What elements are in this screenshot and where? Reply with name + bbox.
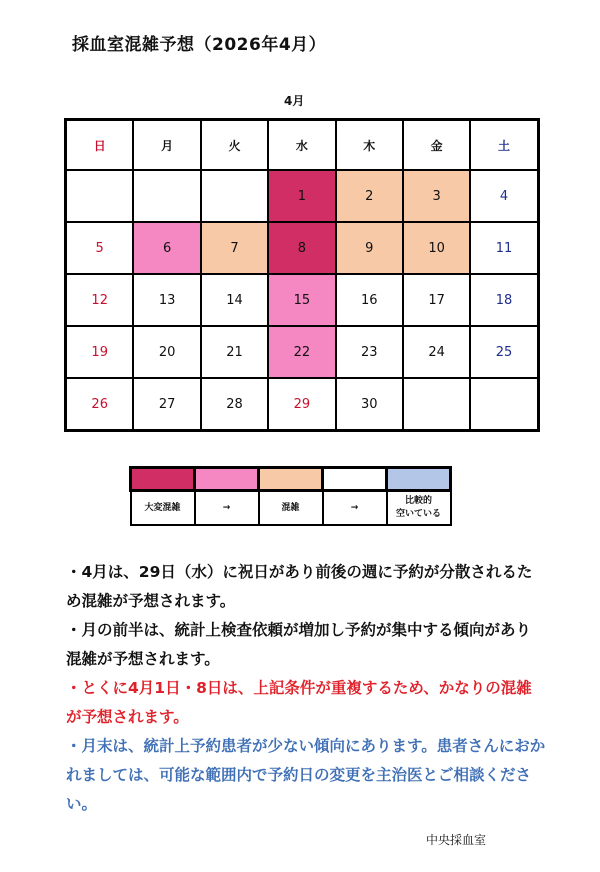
calendar-day-cell: 9: [336, 222, 403, 274]
calendar-day-cell: 4: [470, 170, 538, 222]
calendar-empty-cell: [403, 378, 470, 431]
calendar-day-cell: 5: [66, 222, 134, 274]
calendar-day-cell: 19: [66, 326, 134, 378]
calendar-empty-cell: [201, 170, 268, 222]
weekday-header: 木: [336, 120, 403, 171]
congestion-legend: [129, 466, 452, 526]
calendar-day-cell: 18: [470, 274, 538, 326]
calendar-day-cell: 22: [268, 326, 335, 378]
weekday-header: 金: [403, 120, 470, 171]
calendar-day-cell: 11: [470, 222, 538, 274]
legend-label: 大変混雑: [131, 491, 195, 526]
note-paragraph: ・とくに4月1日・8日は、上記条件が重複するため、かなりの混雑が予想されます。: [66, 679, 532, 726]
month-label: 4月: [284, 94, 305, 108]
calendar-day-cell: 16: [336, 274, 403, 326]
calendar-day-cell: 30: [336, 378, 403, 431]
calendar-day-cell: 13: [133, 274, 200, 326]
calendar-week-row: [66, 170, 539, 222]
weekday-header: 日: [66, 120, 134, 171]
weekday-header: 火: [201, 120, 268, 171]
calendar-day-cell: 21: [201, 326, 268, 378]
calendar-day-cell: 15: [268, 274, 335, 326]
legend-swatch-row: [131, 468, 451, 491]
calendar-empty-cell: [66, 170, 134, 222]
note-paragraph: ・月の前半は、統計上検査依頼が増加し予約が集中する傾向があり混雑が予想されます。: [66, 621, 532, 668]
calendar-day-cell: 27: [133, 378, 200, 431]
calendar-day-cell: 1: [268, 170, 335, 222]
legend-label: →: [323, 491, 387, 526]
calendar-day-cell: 2: [336, 170, 403, 222]
footer-department: 中央採血室: [426, 833, 487, 847]
legend-label: →: [195, 491, 259, 526]
legend-label: 比較的 空いている: [387, 491, 451, 526]
calendar-week-row: [66, 378, 539, 431]
legend-swatch: [387, 468, 451, 491]
calendar-day-cell: 6: [133, 222, 200, 274]
calendar-week-row: [66, 326, 539, 378]
calendar-empty-cell: [470, 378, 538, 431]
calendar-day-cell: 10: [403, 222, 470, 274]
weekday-header: 水: [268, 120, 335, 171]
calendar-day-cell: 20: [133, 326, 200, 378]
legend-label: 混雑: [259, 491, 323, 526]
note-paragraph: ・4月は、29日（水）に祝日があり前後の週に予約が分散されるため混雑が予想されます。: [66, 563, 533, 610]
note-paragraph: ・月末は、統計上予約患者が少ない傾向にあります。患者さんにおかれましては、可能な範囲内で予約日の変更を主治医とご相談ください。: [66, 737, 546, 813]
calendar-day-cell: 14: [201, 274, 268, 326]
weekday-header: 土: [470, 120, 538, 171]
weekday-header-row: [66, 120, 539, 171]
calendar-empty-cell: [133, 170, 200, 222]
calendar-day-cell: 24: [403, 326, 470, 378]
calendar-table: [64, 118, 540, 432]
calendar-day-cell: 29: [268, 378, 335, 431]
calendar-day-cell: 8: [268, 222, 335, 274]
legend-label-row: [131, 491, 451, 526]
weekday-header: 月: [133, 120, 200, 171]
calendar-day-cell: 26: [66, 378, 134, 431]
calendar-day-cell: 23: [336, 326, 403, 378]
legend-swatch: [259, 468, 323, 491]
calendar-day-cell: 28: [201, 378, 268, 431]
calendar-day-cell: 25: [470, 326, 538, 378]
page-title: 採血室混雑予想（2026年4月）: [72, 35, 327, 55]
legend-swatch: [131, 468, 195, 491]
calendar-day-cell: 17: [403, 274, 470, 326]
calendar-day-cell: 12: [66, 274, 134, 326]
calendar-week-row: [66, 222, 539, 274]
legend-swatch: [323, 468, 387, 491]
notes-section: [66, 558, 546, 819]
calendar-week-row: [66, 274, 539, 326]
legend-swatch: [195, 468, 259, 491]
calendar-day-cell: 7: [201, 222, 268, 274]
calendar-day-cell: 3: [403, 170, 470, 222]
